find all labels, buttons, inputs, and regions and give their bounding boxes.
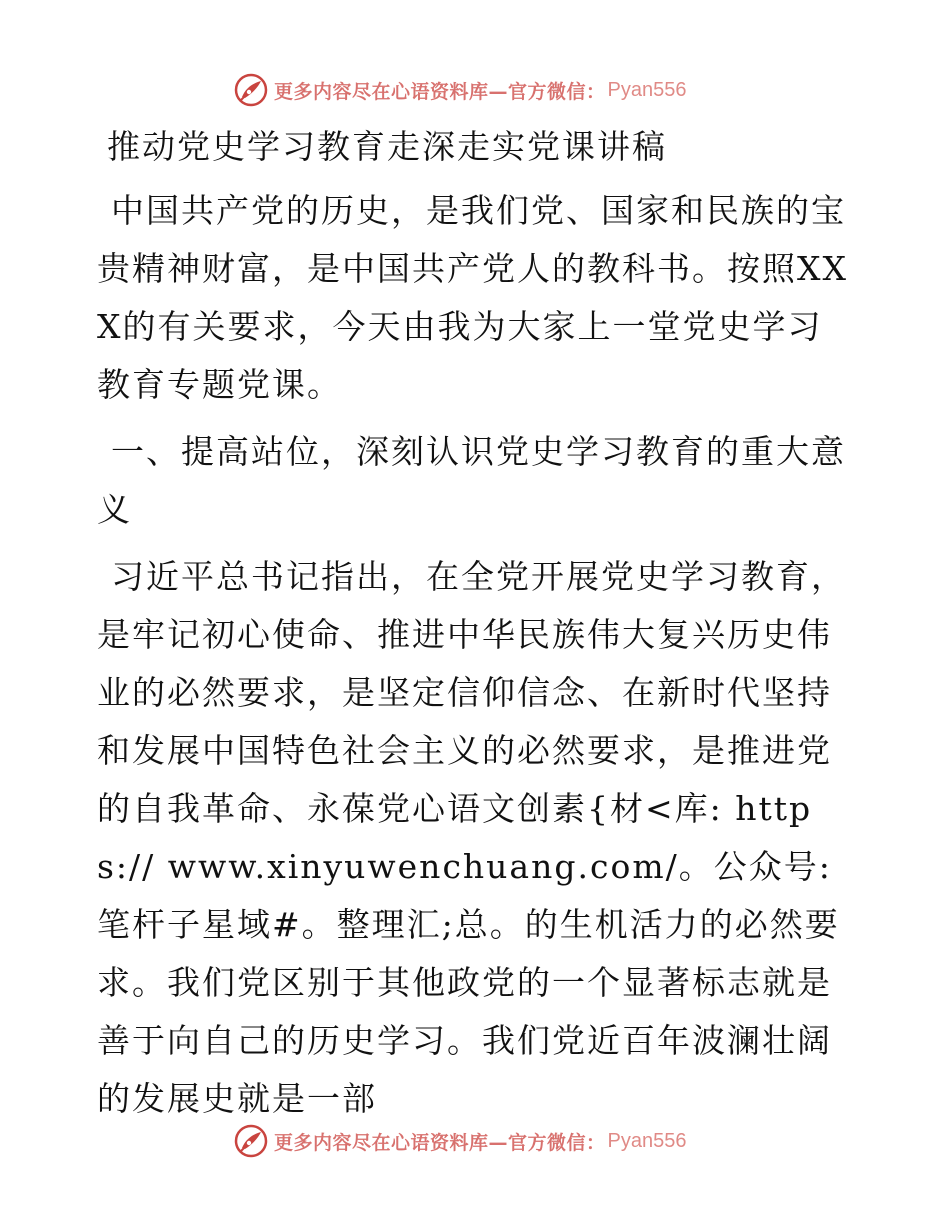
intro-paragraph: 中国共产党的历史，是我们党、国家和民族的宝贵精神财富，是中国共产党人的教科书。按照XXX的有关要求，今天由我为大家上一堂党史学习教育专题党课。 [97, 191, 848, 404]
watermark-text: 更多内容尽在心语资料库—官方微信： [274, 80, 606, 103]
section-heading: 一、提高站位，深刻认识党史学习教育的重大意义 [97, 432, 846, 529]
watermark-banner-bottom [234, 1124, 686, 1158]
watermark-banner-top [234, 73, 686, 107]
document-body [97, 118, 849, 1137]
watermark-wechat-id: Pyan556 [607, 78, 687, 101]
body-paragraph: 习近平总书记指出，在全党开展党史学习教育，是牢记初心使命、推进中华民族伟大复兴历史伟业的必然要求，是坚定信仰信念、在新时代坚持和发展中国特色社会主义的必然要求，是推进党的自我革命、永葆党心语文创素{材<库: https:// www.xinyuwenchuang.com/。公众号: 笔杆子星域#。整理汇;总。的生机活力的必然要求。我们党区别于其他政党的一个显著标志就是善于向自己的历史学习。我们党近百年波澜壮阔的发展史就是一部 [97, 557, 846, 1118]
document-title: 推动党史学习教育走深走实党课讲稿 [107, 127, 667, 166]
pen-logo-icon [234, 73, 268, 107]
watermark-wechat-id: Pyan556 [607, 1129, 687, 1152]
watermark-text: 更多内容尽在心语资料库—官方微信： [274, 1131, 606, 1154]
pen-logo-icon [234, 1124, 268, 1158]
